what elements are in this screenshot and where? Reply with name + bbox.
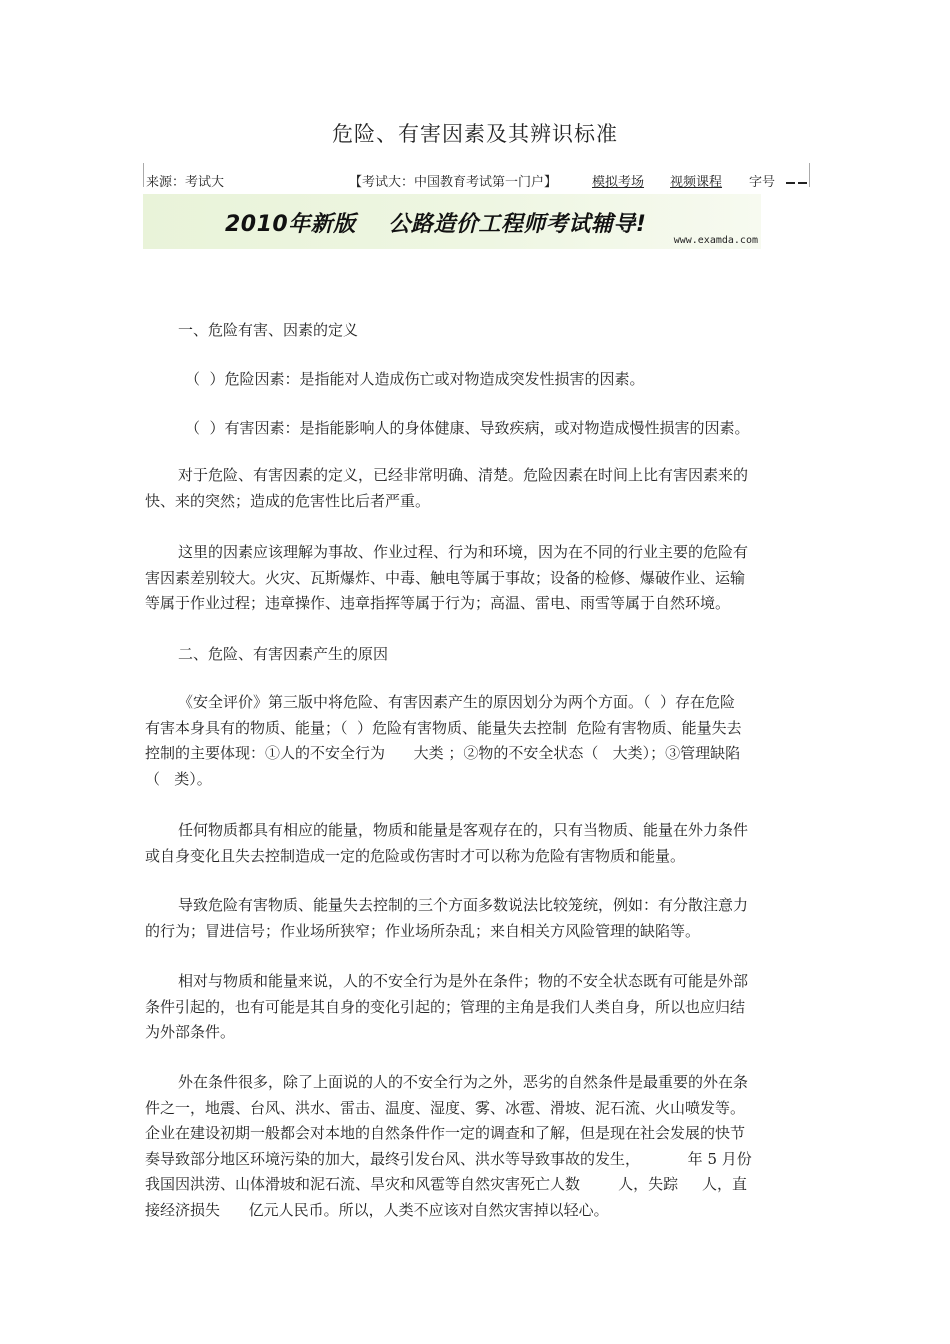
paragraph-line: 这里的因素应该理解为事故、作业过程、行为和环境，因为在不同的行业主要的危险有: [178, 543, 749, 561]
paragraph-line: 害因素差别较大。火灾、瓦斯爆炸、中毒、触电等属于事故；设备的检修、爆破作业、运输: [145, 568, 746, 587]
paragraph: [145, 463, 810, 514]
paragraph-line: 接经济损失 亿元人民币。所以，人类不应该对自然灾害掉以轻心。: [145, 1200, 609, 1219]
paragraph-line: 或自身变化且失去控制造成一定的危险或伤害时才可以称为危险有害物质和能量。: [145, 846, 686, 865]
paragraph-line: 对于危险、有害因素的定义，已经非常明确、清楚。危险因素在时间上比有害因素来的: [178, 466, 749, 484]
font-size-label: 字号: [749, 175, 776, 190]
paragraph: [145, 969, 810, 1046]
paragraph-line: 导致危险有害物质、能量失去控制的三个方面多数说法比较笼统，例如：有分散注意力: [178, 896, 749, 914]
paragraph-line: 控制的主要体现：①人的不安全行为 大类 ；②物的不安全状态（ 大类）；③管理缺陷: [145, 744, 741, 762]
paragraph-line: 等属于作业过程；违章操作、违章指挥等属于行为；高温、雷电、雨雪等属于自然环境。: [145, 594, 731, 612]
paragraph-line: 二、危险、有害因素产生的原因: [178, 645, 389, 663]
paragraph: [145, 818, 810, 869]
mock-exam-link[interactable]: 模拟考场: [592, 175, 645, 190]
paragraph: [145, 893, 810, 944]
paragraph: [145, 540, 810, 617]
paragraph-line: 的行为；冒进信号；作业场所狭窄；作业场所杂乱；来自相关方风险管理的缺陷等。: [145, 921, 701, 940]
banner-text: 2010年新版 公路造价工程师考试辅导!: [225, 212, 647, 237]
portal-label: 【考试大：中国教育考试第一门户】: [349, 175, 558, 190]
font-size-small-button[interactable]: [786, 182, 795, 184]
paragraph-line: 为外部条件。: [145, 1023, 236, 1041]
paragraph-line: 一、危险有害、因素的定义: [178, 321, 359, 339]
paragraph: [145, 690, 810, 792]
paragraph-line: 我国因洪涝、山体滑坡和泥石流、旱灾和风雹等自然灾害死亡人数 人，失踪 人，直: [145, 1175, 747, 1193]
paragraph: [145, 318, 810, 344]
paragraph: [145, 367, 810, 393]
font-size-large-button[interactable]: [798, 182, 807, 184]
paragraph-line: 有害本身具有的物质、能量；（ ）危险有害物质、能量失去控制 危险有害物质、能量失去: [145, 718, 742, 737]
banner-url: www.examda.com: [673, 235, 758, 246]
video-course-link[interactable]: 视频课程: [670, 175, 723, 190]
paragraph-line: 奏导致部分地区环境污染的加大，最终引发台风、洪水等导致事故的发生， 年 5 月份: [145, 1149, 752, 1168]
paragraph-line: 《安全评价》第三版中将危险、有害因素产生的原因划分为两个方面。（ ）存在危险: [178, 693, 736, 711]
source-label: 来源：考试大: [146, 175, 225, 190]
paragraph-line: （ ）有害因素：是指能影响人的身体健康、导致疾病，或对物造成慢性损害的因素。: [185, 419, 750, 437]
paragraph: [145, 416, 810, 442]
paragraph-line: 企业在建设初期一般都会对本地的自然条件作一定的调查和了解，但是现在社会发展的快节: [145, 1124, 746, 1142]
paragraph-line: （ ）危险因素：是指能对人造成伤亡或对物造成突发性损害的因素。: [185, 370, 645, 388]
document-title: 危险、有害因素及其辨识标准: [332, 122, 618, 146]
ad-banner[interactable]: [143, 194, 761, 249]
paragraph-line: 任何物质都具有相应的能量，物质和能量是客观存在的，只有当物质、能量在外力条件: [178, 821, 749, 839]
paragraph-line: 快、来的突然；造成的危害性比后者严重。: [145, 491, 431, 510]
meta-bar: [143, 163, 810, 190]
paragraph-line: （ 类）。: [145, 769, 212, 788]
paragraph-line: 外在条件很多，除了上面说的人的不安全行为之外，恶劣的自然条件是最重要的外在条: [178, 1073, 749, 1091]
paragraph-line: 相对与物质和能量来说，人的不安全行为是外在条件；物的不安全状态既有可能是外部: [178, 972, 749, 990]
paragraph-line: 条件引起的，也有可能是其自身的变化引起的；管理的主角是我们人类自身，所以也应归结: [145, 997, 746, 1016]
paragraph-line: 件之一，地震、台风、洪水、雷击、温度、湿度、雾、冰雹、滑坡、泥石流、火山喷发等。: [145, 1098, 746, 1117]
paragraph: [145, 642, 810, 668]
paragraph: [145, 1070, 810, 1223]
